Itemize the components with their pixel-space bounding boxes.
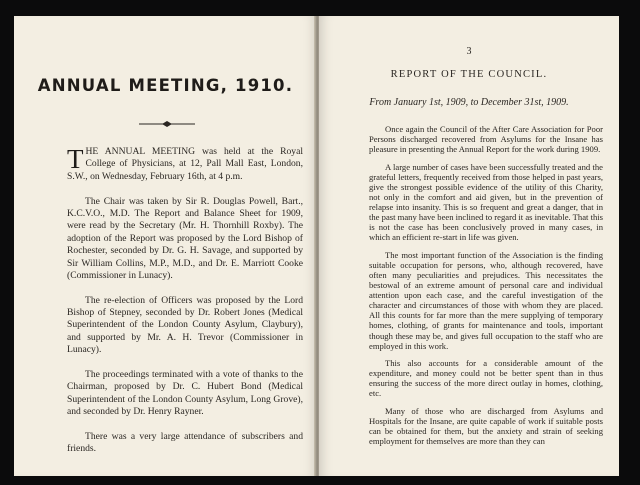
- paragraph-officers: The re-election of Officers was proposed by the Lord Bishop of Stepney, seconded by Dr. Robert Jones (Medical Superintendent of the London County Asylum, Claybury), and supported by Mr. A. H. Trevor (Commissioner in Lunacy).: [67, 294, 303, 356]
- right-body-text: [369, 124, 603, 454]
- report-paragraph: The most important function of the Association is the finding suitable occupation for persons, who, although recovered, have often many peculiarities and prejudices. This necessitates the bestowal of an extreme amount of personal care and individual attention upon each case, and the careful investigation of the character and circumstances of those with whom they are placed. All this counts for far more than the mere supplying of temporary homes, clothing, of grants for maintenance and tools, important though these may be, and gives full occupation to the staff who are employed in this work.: [369, 249, 603, 351]
- drop-cap: T: [67, 144, 84, 174]
- rule-with-diamond-icon: [139, 120, 195, 128]
- section-subtitle: From January 1st, 1909, to December 31st, 1909.: [369, 97, 569, 108]
- left-page: [14, 16, 317, 476]
- paragraph-chair: The Chair was taken by Sir R. Douglas Powell, Bart., K.C.V.O., M.D. The Report and Balance Sheet for 1909, were read by the Secretary (Mr. H. Thornhill Roxby). The adoption of the Report was proposed by the Lord Bishop of Rochester, seconded by Dr. G. H. Savage, and supported by Sir William Collins, M.P., M.D., and Dr. E. Marriott Cooke (Commissioner in Lunacy).: [67, 195, 303, 281]
- report-paragraph: Once again the Council of the After Care Association for Poor Persons discharged recovered from Asylums for the Insane has pleasure in presenting the Annual Report for the work during 1909.: [369, 124, 603, 155]
- paragraph-attendance: There was a very large attendance of subscribers and friends.: [67, 430, 303, 455]
- left-body-text: [67, 146, 303, 468]
- page-number: 3: [466, 46, 472, 57]
- report-paragraph: Many of those who are discharged from Asylums and Hospitals for the Insane, are quite capable of work if suitable posts can be obtained for them, but the anxiety and strain of seeking employment for themselves are more than they can: [369, 405, 603, 447]
- paragraph-meeting-intro: THE ANNUAL MEETING was held at the Royal College of Physicians, at 12, Pall Mall East, London, S.W., on Wednesday, February 16th, at 4 p.m.: [67, 144, 303, 182]
- section-heading: REPORT OF THE COUNCIL.: [390, 69, 548, 80]
- report-paragraph: This also accounts for a considerable amount of the expenditure, and money could not be better spent than in thus ensuring the success of the more direct outlay in homes, clothing, etc.: [369, 358, 603, 399]
- paragraph-proceedings: The proceedings terminated with a vote of thanks to the Chairman, proposed by Dr. C. Hubert Bond (Medical Superintendent of the London County Asylum, Long Grove), and seconded by Dr. Henry Rayner.: [67, 368, 303, 418]
- report-paragraph: A large number of cases have been successfully treated and the grateful letters, frequently received from those helped in past years, give the strongest possible evidence of the utility of this Charity, not only in the comfort and aid given, but in the prevention of relapse into insanity. This is so frequent and great a danger, that in the past many have been inclined to regard it as inevitable. That this is not the case has been conclusively proved in many cases, in which an efficient re-start in life was given.: [369, 161, 603, 243]
- page-title: ANNUAL MEETING, 1910.: [37, 76, 294, 95]
- right-page: [319, 16, 619, 476]
